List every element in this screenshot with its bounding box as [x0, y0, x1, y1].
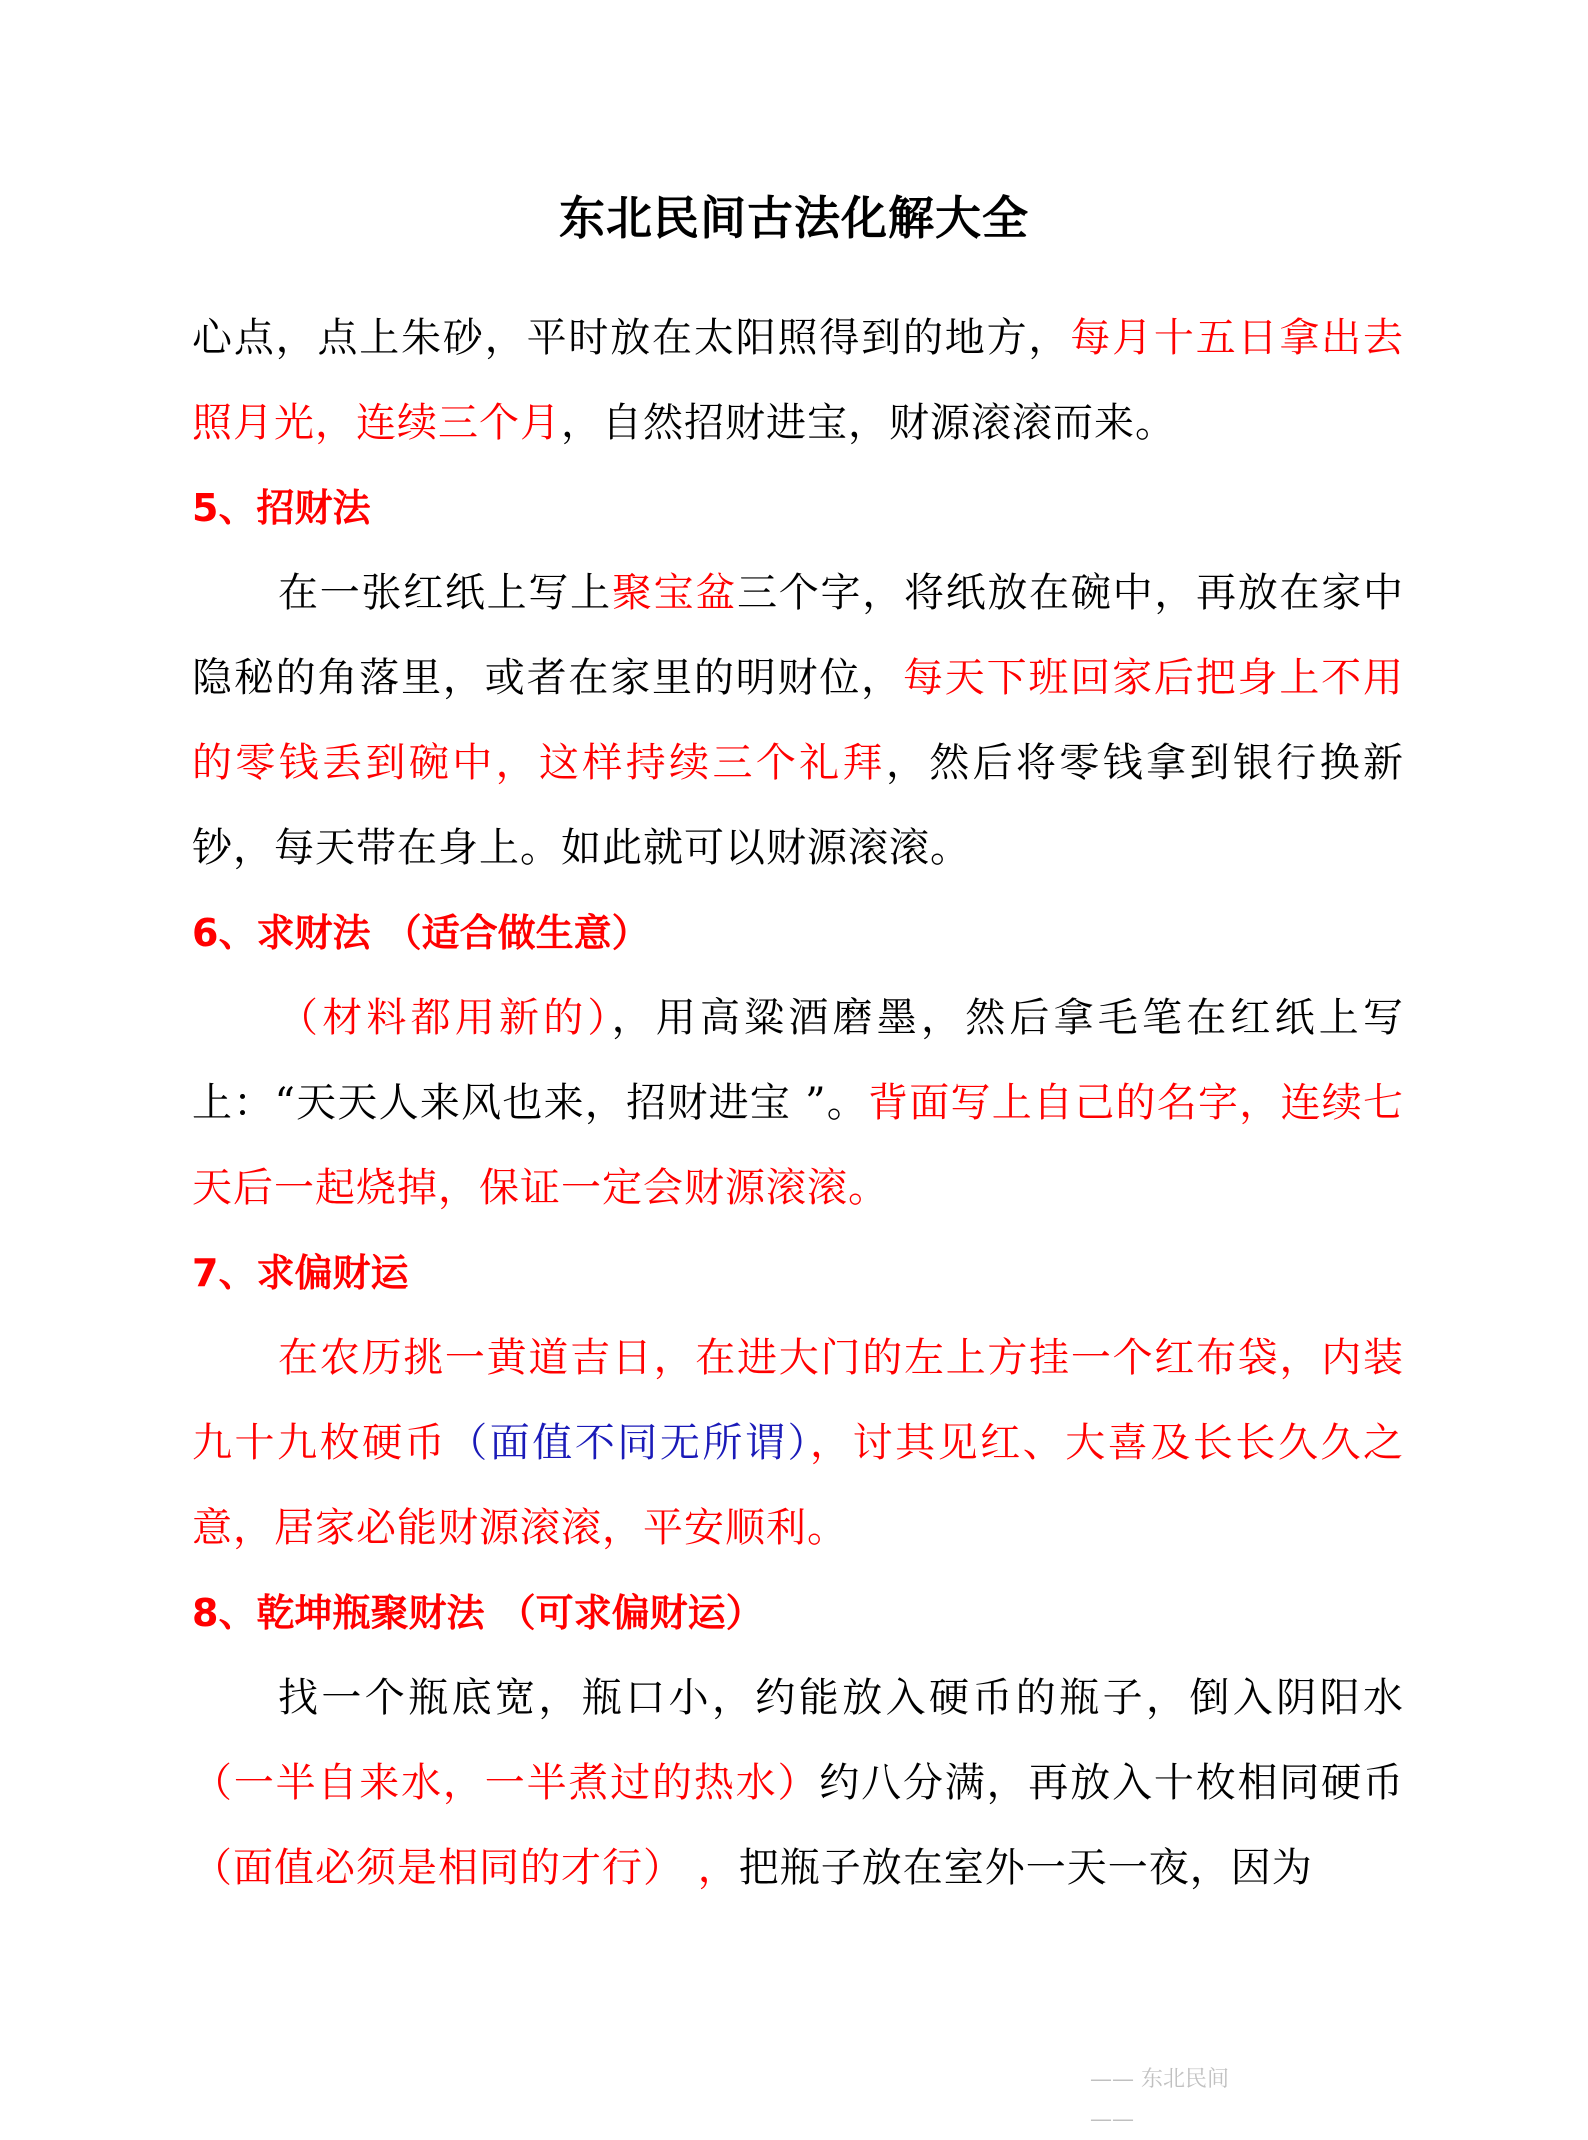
section-8-paragraph — [192, 1656, 1404, 1911]
intro-emphasis: 每月十五日拿出去照月光，连续三个月 — [192, 315, 1404, 446]
section-7-text-a: 在农历挑一黄道吉日，在进大门的左上方挂一个红布袋，内装九十九枚硬币 — [192, 1335, 1404, 1466]
section-6-heading: 6、求财法 （适合做生意） — [192, 911, 650, 955]
section-5-text-c: 三个字，将纸放在碗中，再放在家中隐秘的角落里，或者在家里的明财位， — [192, 570, 1405, 701]
section-7-note: （面值不同无所谓） — [447, 1420, 811, 1466]
section-6-emphasis: 背面写上自己的名字，连续七天后一起烧掉，保证一定会财源滚滚。 — [192, 1080, 1404, 1211]
section-6-note: （材料都用新的） — [278, 995, 612, 1041]
section-7-text-c: ，讨其见红、大喜及长长久久之意，居家必能财源滚滚，平安顺利。 — [192, 1420, 1405, 1551]
intro-tail: ，自然招财进宝，财源滚滚而来。 — [561, 400, 1176, 446]
intro-paragraph — [192, 296, 1404, 466]
section-5-text-e: ，然后将零钱拿到银行换新钞，每天带在身上。如此就可以财源滚滚。 — [192, 740, 1405, 871]
section-5-paragraph — [192, 551, 1404, 891]
section-6-text-b: ，用高粱酒磨墨，然后拿毛笔在红纸上写上：“天天人来风也来，招财进宝 ”。 — [192, 995, 1405, 1126]
section-8-text-e: 把瓶子放在室外一天一夜，因为 — [738, 1845, 1313, 1891]
section-5-heading: 5、招财法 — [192, 486, 371, 530]
section-6-paragraph — [192, 976, 1404, 1231]
section-5-text-a: 在一张红纸上写上 — [278, 570, 612, 616]
section-7-paragraph — [192, 1316, 1404, 1571]
section-8-text-a: 找一个瓶底宽，瓶口小，约能放入硬币的瓶子，倒入阴阳水 — [278, 1675, 1404, 1721]
intro-text: 心点，点上朱砂，平时放在太阳照得到的地方， — [192, 315, 1071, 361]
section-8-heading: 8、乾坤瓶聚财法 （可求偏财运） — [192, 1591, 764, 1635]
section-8-note-1: （一半自来水，一半煮过的热水） — [192, 1760, 820, 1806]
footer-watermark: —— 东北民间 —— — [1090, 2067, 1229, 2132]
section-5-emphasis: 每天下班回家后把身上不用的零钱丢到碗中，这样持续三个礼拜 — [192, 655, 1405, 786]
section-5-keyword: 聚宝盆 — [611, 570, 738, 616]
section-7-heading: 7、求偏财运 — [192, 1251, 409, 1295]
section-8-note-2: （面值必须是相同的才行） ， — [192, 1845, 739, 1891]
section-8-text-c: 约八分满，再放入十枚相同硬币 — [819, 1760, 1405, 1806]
document-body — [192, 296, 1404, 1911]
page-title: 东北民间古法化解大全 — [559, 191, 1029, 245]
